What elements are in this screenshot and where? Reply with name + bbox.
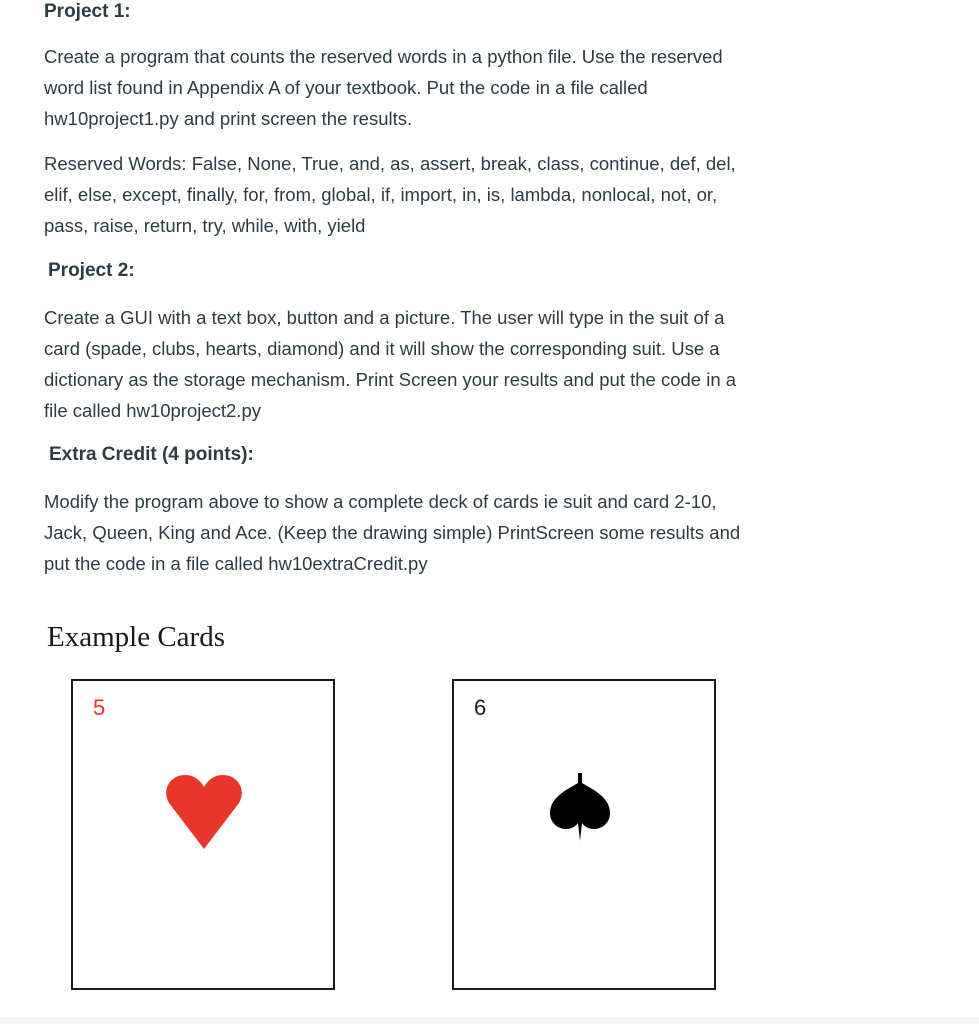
project1-reserved-words: Reserved Words: False, None, True, and, as, assert, break, class, continue, def, del, elif, else, except, finally, for, from, global, if, import, in, is, lambda, nonlocal, not, or, pass, raise, return, try, while, with, yield <box>44 153 736 236</box>
project2-heading: Project 2: <box>48 260 135 281</box>
extra-credit-heading: Extra Credit (4 points): <box>49 444 254 465</box>
project1-description: Create a program that counts the reserved words in a python file. Use the reserved word list found in Appendix A of your textbook. Put the code in a file called hw10project1.py and print screen the results. <box>44 46 723 129</box>
example-card-spades <box>452 679 716 990</box>
example-card-hearts <box>71 679 335 990</box>
example-cards-title: Example Cards <box>47 621 225 653</box>
card-rank: 5 <box>93 695 106 720</box>
page-bottom-strip <box>0 1017 979 1024</box>
heart-icon <box>165 773 243 851</box>
card-rank: 6 <box>474 695 487 720</box>
project1-heading: Project 1: <box>44 1 131 22</box>
project2-description: Create a GUI with a text box, button and a picture. The user will type in the suit of a card (spade, clubs, hearts, diamond) and it will show the corresponding suit. Use a dictionary as the storage mechanism. Print Screen your results and put the code in a file called hw10project2.py <box>44 307 737 421</box>
spade-icon <box>548 771 612 843</box>
extra-credit-description: Modify the program above to show a complete deck of cards ie suit and card 2-10, Jack, Queen, King and Ace. (Keep the drawing simple) PrintScreen some results and put the code in a file called hw10extraCredit.py <box>44 491 741 574</box>
